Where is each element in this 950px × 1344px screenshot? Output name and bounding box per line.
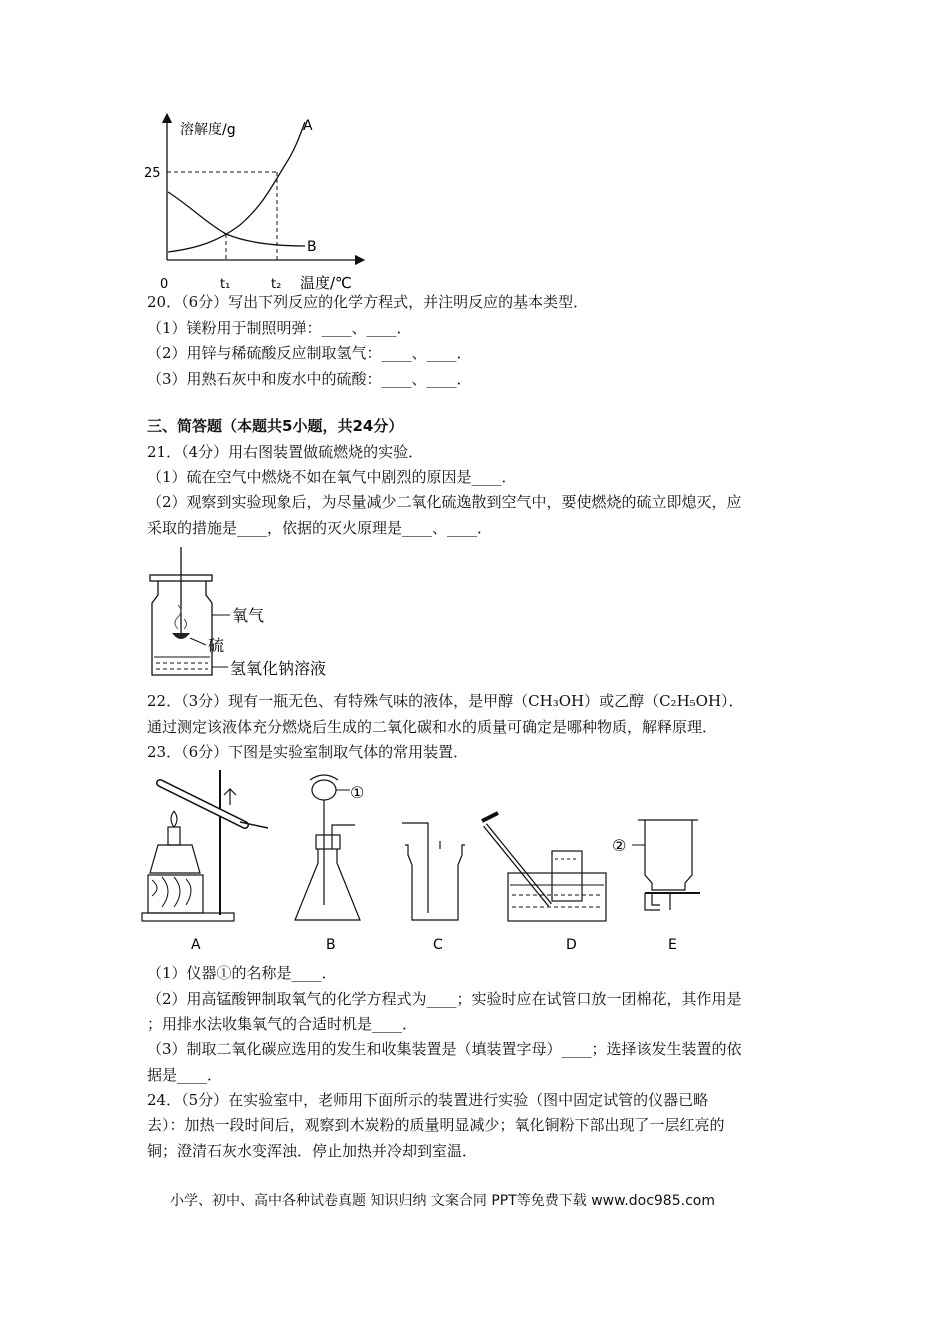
q23-stem: 23．（6分）下图是实验室制取气体的常用装置． [147,743,469,761]
label-d: D [566,937,577,953]
apparatus-a [142,770,268,921]
sulfur-spoon [172,633,190,639]
gas-apparatus-figure [140,765,720,960]
naoh-label: 氢氧化钠溶液 [230,659,327,678]
solubility-graph [140,110,370,295]
curve-a [168,122,305,252]
q20-part1: （1）镁粉用于制照明弹：____、____． [147,319,412,337]
t2-label: t₂ [271,277,282,292]
q21-part1: （1）硫在空气中燃烧不如在氧气中剧烈的原因是____． [147,468,517,486]
oxygen-label: 氧气 [232,606,265,625]
q23-part1: （1）仪器①的名称是____． [147,964,337,982]
label-a: A [191,937,201,953]
marker-1: ① [350,783,365,802]
curve-b [168,192,305,246]
curve-a-label: A [303,118,313,134]
flame-wisp-2 [184,619,187,629]
q24-line3: 铜；澄清石灰水变浑浊．停止加热并冷却到室温． [147,1142,478,1160]
q21-part2-line2: 采取的措施是____，依据的灭火原理是____、____． [147,519,493,537]
flame-wisp [175,605,181,629]
label-b: B [326,937,336,953]
q23-part3-line2: 据是____． [147,1066,223,1084]
q20-part3: （3）用熟石灰中和废水中的硫酸：____、____． [147,370,472,388]
origin-label: 0 [160,277,169,292]
gas-jar [152,581,212,675]
apparatus-e [612,820,700,910]
label-c: C [433,937,443,953]
page-footer: 小学、初中、高中各种试卷真题 知识归纳 文案合同 PPT等免费下载 www.doc985.com [170,1193,715,1209]
curve-b-label: B [307,239,317,255]
marker-2: ② [612,836,627,855]
q23-part2-line2: ；用排水法收集氧气的合适时机是____． [147,1015,418,1033]
x-axis-label: 温度/℃ [300,274,352,292]
q22-line1: 22．（3分）现有一瓶无色、有特殊气味的液体，是甲醇（CH₃OH）或乙醇（C₂H₅OH）． [147,692,744,710]
apparatus-d [482,813,606,921]
q21-part2-line1: （2）观察到实验现象后，为尽量减少二氧化硫逸散到空气中，要使燃烧的硫立即熄灭，应 [147,493,742,511]
apparatus-c [402,823,465,920]
sulfur-leader [190,638,206,645]
t1-label: t₁ [220,277,231,292]
q20-stem: 20．（6分）写出下列反应的化学方程式，并注明反应的基本类型． [147,293,589,311]
q20-part2: （2）用锌与稀硫酸反应制取氢气：____、____． [147,344,472,362]
y-tick-25: 25 [144,166,161,181]
q24-line1: 24．（5分）在实验室中，老师用下面所示的装置进行实验（图中固定试管的仪器已略 [147,1091,709,1109]
q21-stem: 21．（4分）用右图装置做硫燃烧的实验． [147,443,424,461]
q23-part2-line1: （2）用高锰酸钾制取氧气的化学方程式为____；实验时应在试管口放一团棉花，其作用是 [147,990,742,1008]
q24-line2: 去）：加热一段时间后，观察到木炭粉的质量明显减少；氧化铜粉下部出现了一层红亮的 [147,1116,725,1134]
q23-part3-line1: （3）制取二氧化碳应选用的发生和收集装置是（填装置字母）____；选择该发生装置的依 [147,1040,742,1058]
q22-line2: 通过测定该液体充分燃烧后生成的二氧化碳和水的质量可确定是哪种物质，解释原理． [147,718,718,736]
label-e: E [668,937,677,953]
section-heading: 三、简答题（本题共5小题，共24分） [147,417,404,435]
apparatus-b [295,775,364,920]
sulfur-apparatus [140,545,370,685]
sulfur-label: 硫 [208,636,225,655]
y-axis-label: 溶解度/g [180,122,236,138]
